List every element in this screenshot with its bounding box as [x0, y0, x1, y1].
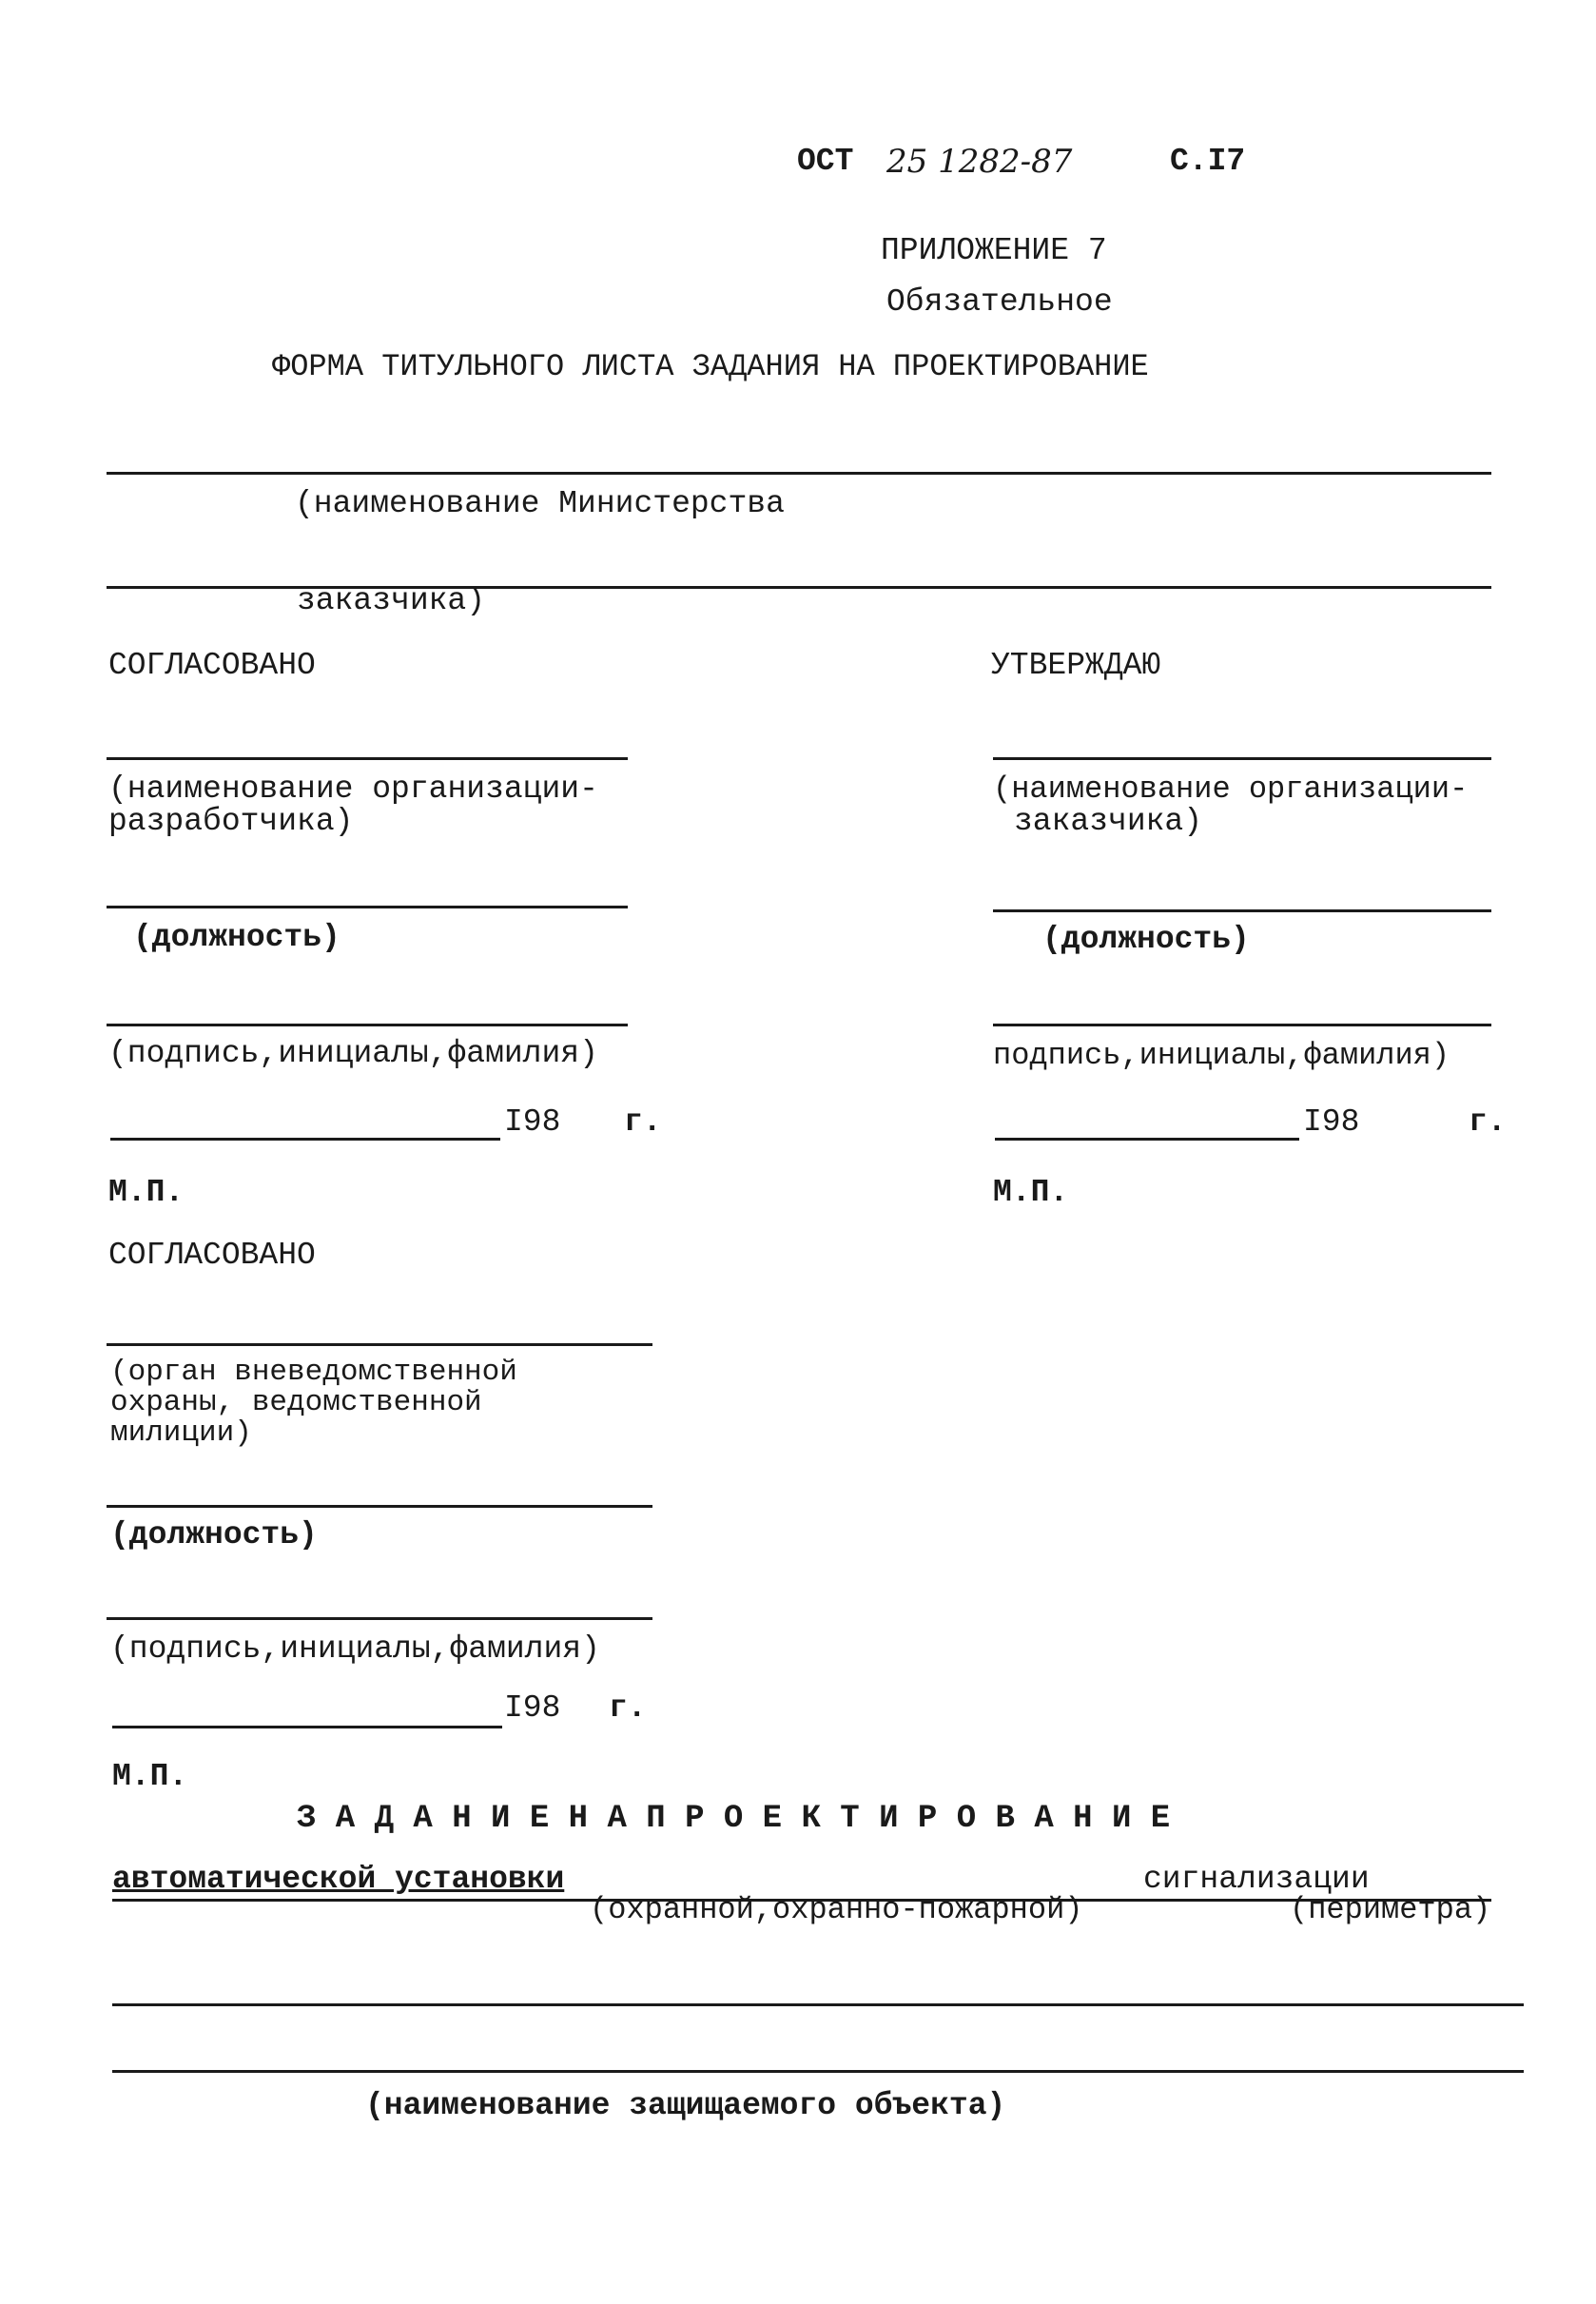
left-date-line [110, 1138, 500, 1141]
right-heading: УТВЕРЖДАЮ [991, 648, 1161, 683]
right-date-line [995, 1138, 1299, 1141]
security-signature-line [107, 1617, 652, 1620]
right-signature-label: подпись,инициалы,фамилия) [993, 1038, 1450, 1073]
appendix-title: ПРИЛОЖЕНИЕ 7 [881, 233, 1107, 268]
ministry-line-1 [107, 472, 1491, 475]
security-org-label-1: (орган вневедомственной [110, 1356, 517, 1389]
left-position-label: (должность) [133, 920, 341, 955]
left-org-line [107, 757, 628, 760]
security-year-suffix: г. [609, 1690, 647, 1726]
security-position-line [107, 1505, 652, 1508]
left-year-suffix: г. [624, 1104, 662, 1140]
right-position-label: (должность) [1042, 922, 1250, 957]
task-line-right: сигнализации [1143, 1862, 1370, 1897]
ministry-label-2: заказчика) [297, 583, 486, 618]
object-line-1 [112, 2003, 1524, 2006]
right-position-line [993, 909, 1491, 912]
right-year: I98 [1303, 1104, 1360, 1140]
right-org-line [993, 757, 1491, 760]
security-org-label-2: охраны, ведомственной [110, 1386, 482, 1419]
right-year-suffix: г. [1469, 1104, 1507, 1140]
security-signature-label: (подпись,инициалы,фамилия) [110, 1631, 600, 1667]
task-sub-right: (периметра) [1290, 1892, 1491, 1927]
security-org-line [107, 1343, 652, 1346]
left-seal: М.П. [108, 1175, 185, 1210]
form-title: ФОРМА ТИТУЛЬНОГО ЛИСТА ЗАДАНИЯ НА ПРОЕКТИРОВАНИЕ [272, 349, 1149, 384]
ministry-label-1: (наименование Министерства [295, 486, 785, 521]
left-org-label-2: разработчика) [108, 804, 354, 839]
task-sub-left: (охранной,охранно-пожарной) [590, 1892, 1083, 1927]
left-org-label-1: (наименование организации- [108, 771, 598, 807]
object-label: (наименование защищаемого объекта) [365, 2088, 1006, 2123]
security-position-label: (должность) [110, 1517, 318, 1552]
object-line-2 [112, 2070, 1524, 2073]
left-signature-label: (подпись,инициалы,фамилия) [108, 1036, 598, 1071]
right-org-label-2: заказчика) [1014, 804, 1203, 839]
left-signature-line [107, 1024, 628, 1026]
right-signature-line [993, 1024, 1491, 1026]
page-number: С.I7 [1170, 144, 1246, 179]
right-org-label-1: (наименование организации- [993, 771, 1469, 807]
task-title: З А Д А Н И Е Н А П Р О Е К Т И Р О В А Н И Е [297, 1801, 1171, 1837]
left-heading: СОГЛАСОВАНО [108, 648, 316, 683]
security-org-label-3: милиции) [110, 1416, 252, 1450]
security-seal: М.П. [112, 1759, 188, 1794]
security-date-line [112, 1726, 502, 1728]
appendix-status: Обязательное [886, 284, 1113, 320]
ost-label: ОСТ [797, 144, 854, 179]
ost-number: 25 1282-87 [886, 143, 1073, 181]
task-line-left: автоматической установки [112, 1862, 565, 1897]
right-seal: М.П. [993, 1175, 1069, 1210]
left-position-line [107, 906, 628, 908]
left-year: I98 [504, 1104, 561, 1140]
security-year: I98 [504, 1690, 561, 1726]
security-heading: СОГЛАСОВАНО [108, 1238, 316, 1273]
